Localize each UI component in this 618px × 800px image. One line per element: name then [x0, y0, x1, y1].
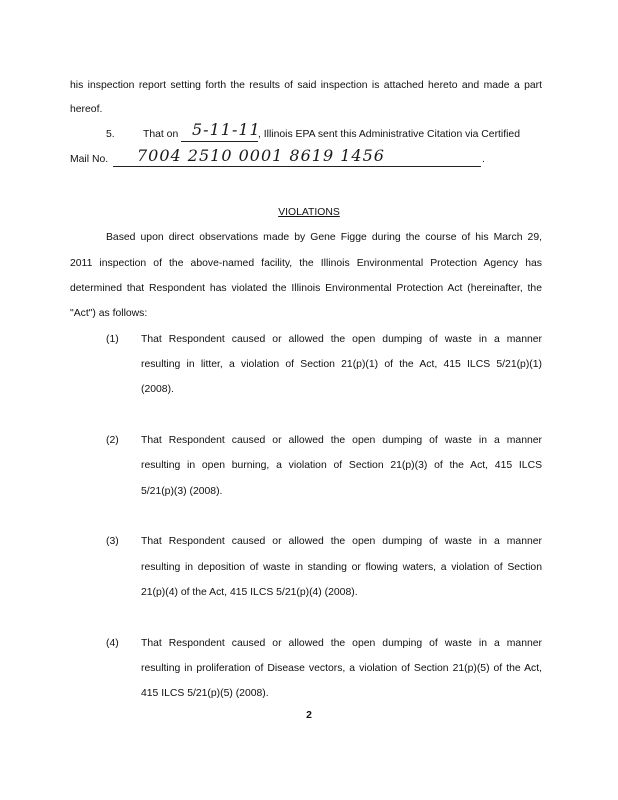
violation-line-3: 5/21(p)(3) (2008).: [141, 486, 223, 497]
violation-number: (3): [106, 536, 119, 547]
paragraph-5-after-date: , Illinois EPA sent this Administrative Citation via Certified: [258, 129, 520, 140]
violation-line-1: That Respondent caused or allowed the open dumping of waste in a manner: [141, 536, 542, 547]
violation-number: (1): [106, 334, 119, 345]
preamble-line-1: Based upon direct observations made by Gene Figge during the course of his March 29,: [106, 232, 542, 243]
mail-number-underline: [113, 166, 481, 167]
violation-number: (2): [106, 435, 119, 446]
preamble-line-3: determined that Respondent has violated the Illinois Environmental Protection Act (hereinafter, the: [70, 283, 542, 294]
violation-line-2: resulting in deposition of waste in standing or flowing waters, a violation of Section: [141, 562, 542, 573]
paragraph-5-that-on: That on: [143, 129, 179, 140]
preamble-line-4: "Act") as follows:: [70, 308, 148, 319]
violation-line-2: resulting in open burning, a violation of Section 21(p)(3) of the Act, 415 ILCS: [141, 460, 542, 471]
page-number: 2: [306, 710, 312, 721]
paragraph-5-number: 5.: [106, 129, 115, 140]
mail-number-period: .: [482, 154, 485, 165]
handwritten-mail-number: 7004 2510 0001 8619 1456: [137, 146, 385, 165]
violation-line-1: That Respondent caused or allowed the open dumping of waste in a manner: [141, 435, 542, 446]
intro-line-1: his inspection report setting forth the results of said inspection is attached hereto and made a part: [70, 80, 542, 91]
preamble-line-2: 2011 inspection of the above-named facility, the Illinois Environmental Protection Agency has: [70, 258, 542, 269]
violation-line-3: 21(p)(4) of the Act, 415 ILCS 5/21(p)(4) (2008).: [141, 587, 358, 598]
violation-line-2: resulting in litter, a violation of Section 21(p)(1) of the Act, 415 ILCS 5/21(p)(1): [141, 359, 542, 370]
violation-line-2: resulting in proliferation of Disease vectors, a violation of Section 21(p)(5) of the Act,: [141, 663, 542, 674]
section-title: VIOLATIONS: [278, 207, 340, 218]
mail-no-label: Mail No.: [70, 154, 109, 165]
violation-number: (4): [106, 638, 119, 649]
violation-line-3: (2008).: [141, 384, 174, 395]
violation-line-1: That Respondent caused or allowed the open dumping of waste in a manner: [141, 334, 542, 345]
intro-line-2: hereof.: [70, 104, 103, 115]
violation-line-3: 415 ILCS 5/21(p)(5) (2008).: [141, 688, 269, 699]
handwritten-date: 5-11-11: [192, 120, 261, 139]
date-underline: [181, 141, 258, 142]
violation-line-1: That Respondent caused or allowed the open dumping of waste in a manner: [141, 638, 542, 649]
